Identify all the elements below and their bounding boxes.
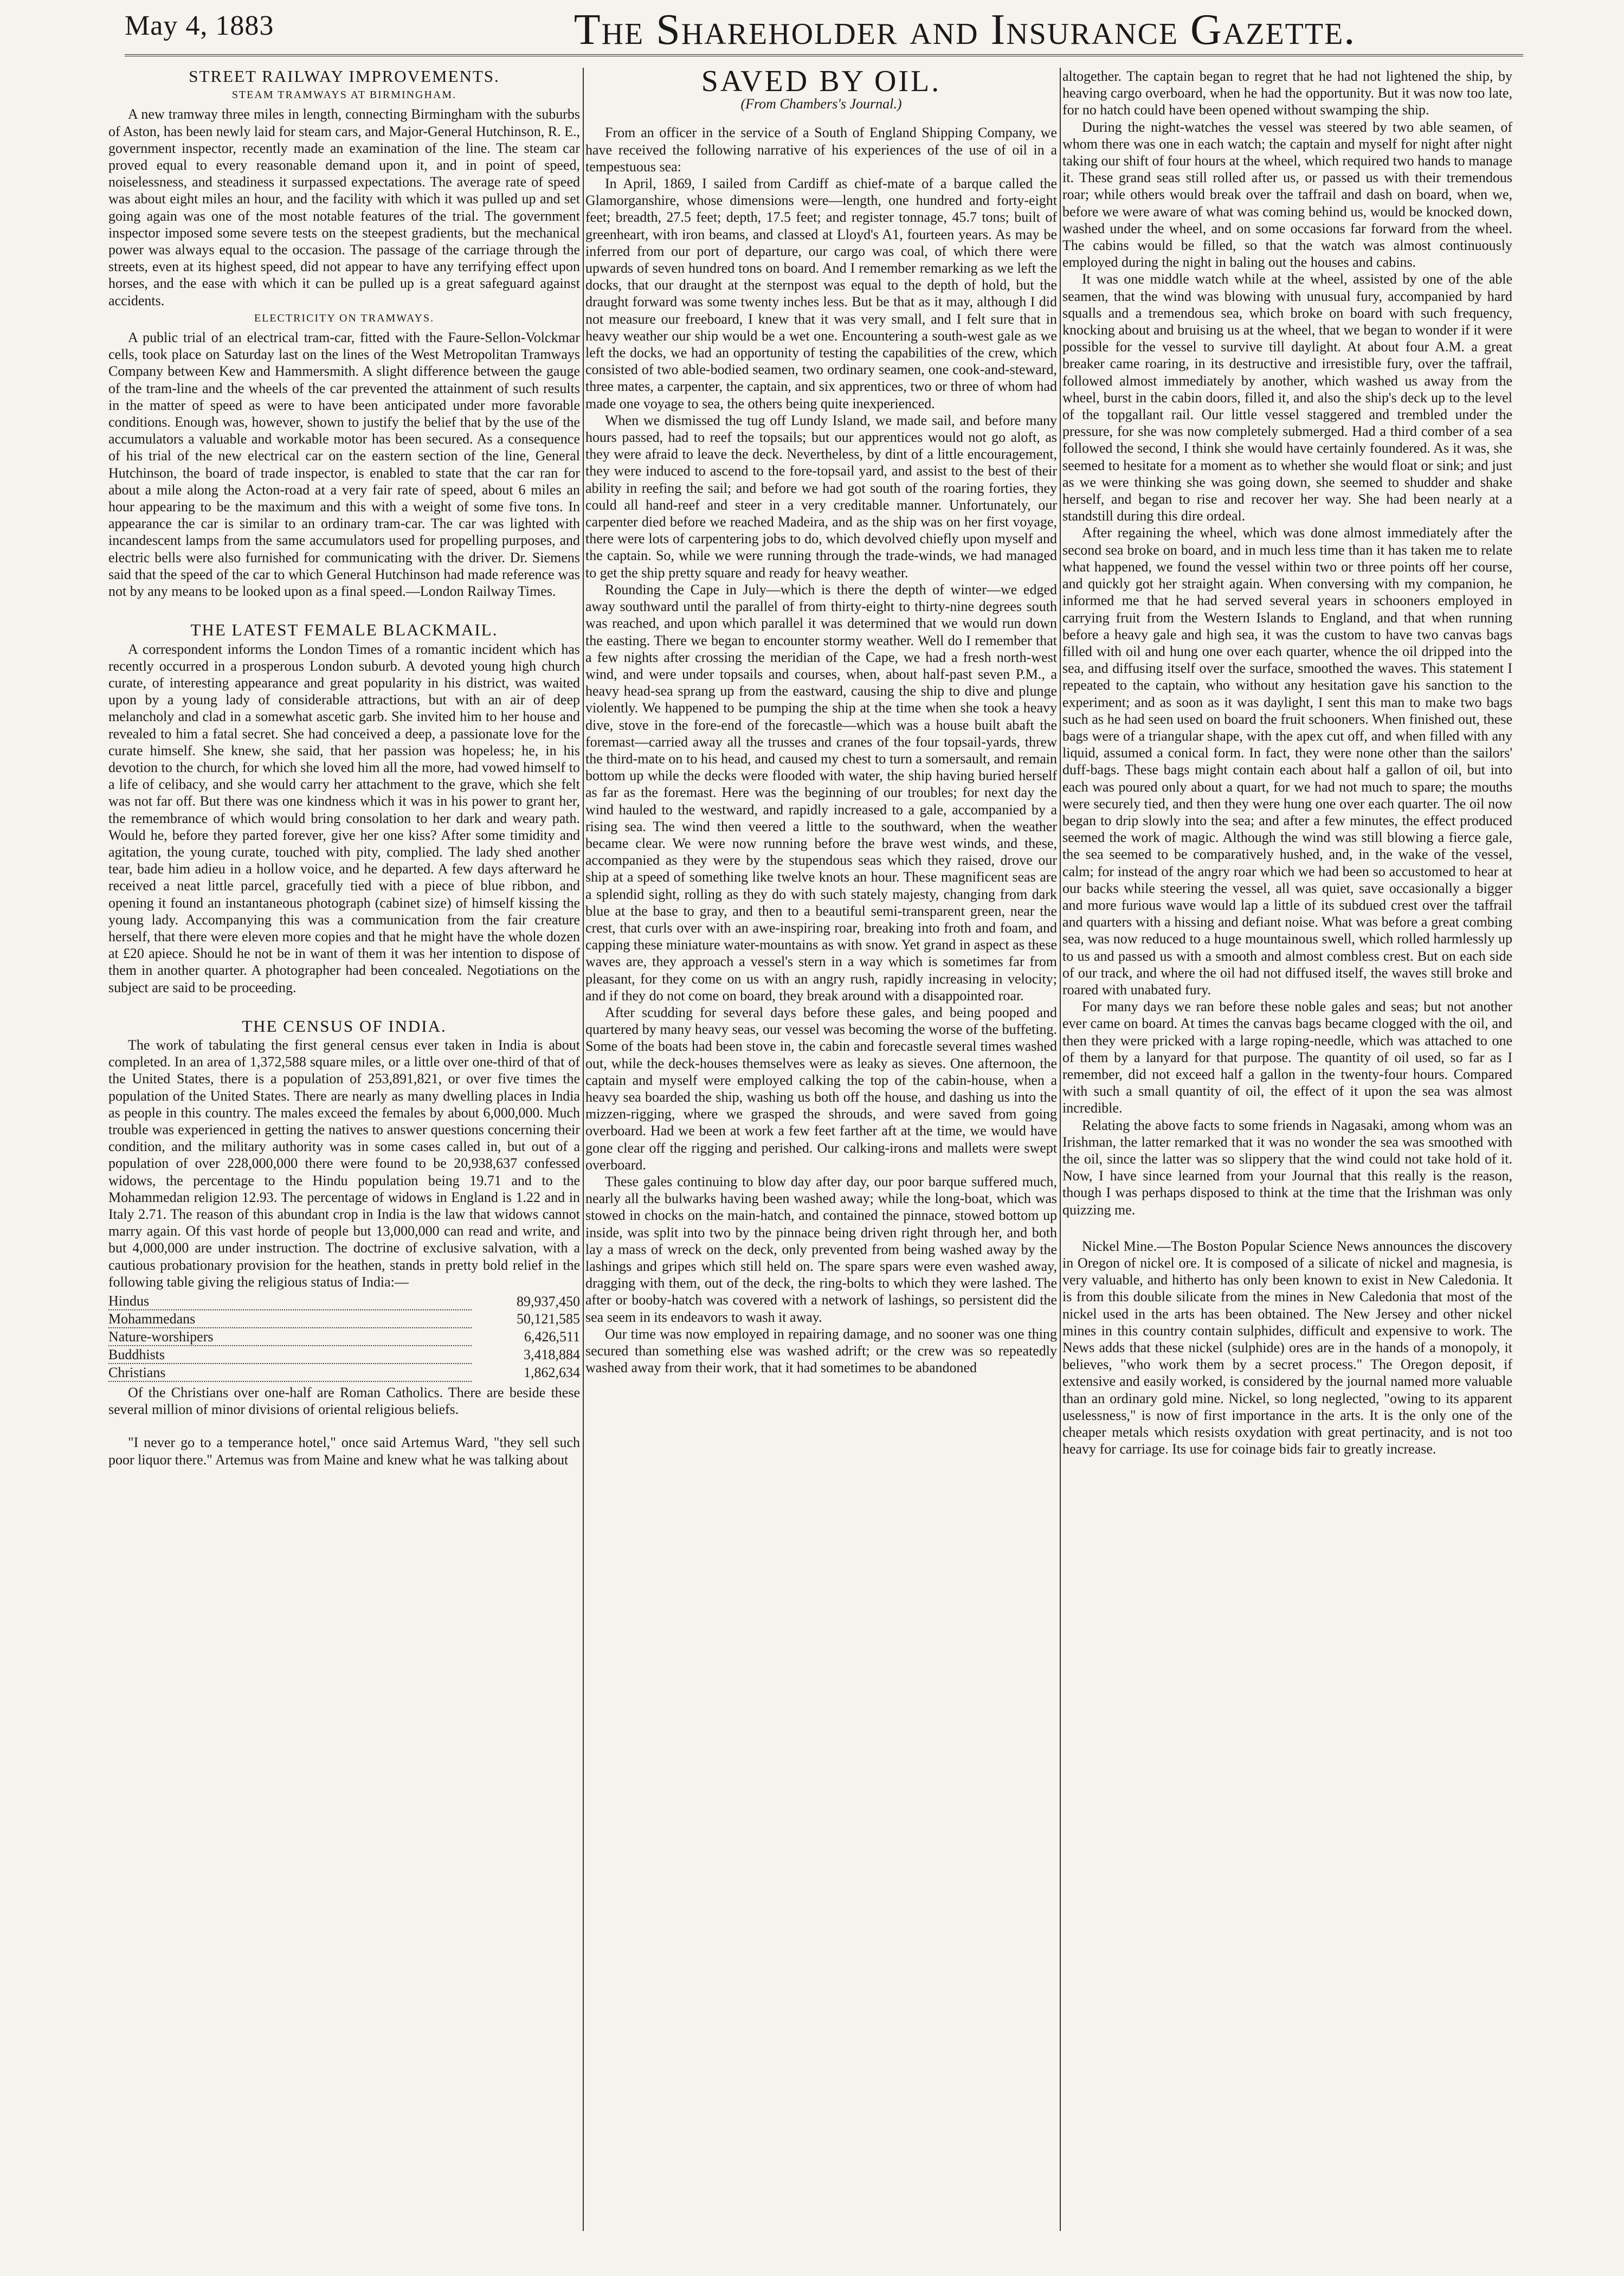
issue-date: May 4, 1883 xyxy=(125,10,274,41)
column-left xyxy=(108,68,580,2236)
religion-table xyxy=(108,1293,580,1382)
article-paragraph: After scudding for several days before these gales, and being pooped and quartered by many heavy seas, our vessel was becoming the worse of the buffeting. Some of the boats had been stove in, the cabin and forecastle several times washed out, while the deck-houses themselves were as leaky as sieves. One afternoon, the captain and myself were employed calking the top of the cabin-house, when a heavy sea boarded the ship, washing us both off the house, and dashing us into the mizzen-rigging, where we grasped the shrouds, and were saved from going overboard. Had we been at work a few feet farther aft at the time, we would have gone clear off the rigging and perished. Our calking-irons and mallets were swept overboard. xyxy=(585,1004,1057,1173)
article-paragraph-nickel: Nickel Mine.—The Boston Popular Science News announces the discovery in Oregon of nickel ore. It is composed of a silicate of nickel and magnesia, is very valuable, and hitherto has only been known to exist in New Caledonia. It is from this double silicate from the mines in New Caledonia that most of the nickel used in the arts has been obtained. The New Jersey and other nickel mines in this country contain sulphides, difficult and expensive to work. The News adds that these nickel (sulphide) ores are in the hands of a monopoly, it believes, "who work them by a secret process." The Oregon deposit, if extensive and easily worked, is considered by the journal named more valuable than an ordinary gold mine. Nickel, so long neglected, "owing to its apparent uselessness," is now of first importance in the arts. It is the only one of the cheaper metals which resists oxydation with great pertinacity, and is not too heavy for carriage. Its use for coinage bids fair to greatly increase. xyxy=(1062,1238,1512,1457)
article-heading-saved-by-oil: SAVED BY OIL. xyxy=(701,68,942,98)
column-right xyxy=(1062,68,1512,2236)
article-paragraph: It was one middle watch while at the wheel, assisted by one of the able seamen, that the wind was blowing with unusual fury, accompanied by hard squalls and a tremendous sea, which broke on board with such frequency, knocking about and bruising us at the wheel, that we began to wonder if it were possible for the vessel to survive till daylight. At about four A.M. a great breaker came roaring, in its destructive and irresistible fury, over the taffrail, followed almost immediately by another, which washed us away from the wheel, burst in the cabin doors, filled it, and also the ship's deck up to the level of the topgallant rail. Our little vessel staggered and trembled under the pressure, for she was now completely submerged. Had a third comber of a sea followed the second, I think she would have certainly foundered. As it was, she seemed to hesitate for a moment as to whether she would float or sink; and just as we were thinking she was going down, she seemed to shudder and shake herself, and began to rise and recover her way. She had been nearly at a standstill during this dire ordeal. xyxy=(1062,271,1512,524)
column-center xyxy=(585,68,1057,2236)
article-heading-blackmail: THE LATEST FEMALE BLACKMAIL. xyxy=(190,620,498,640)
table-row xyxy=(108,1328,580,1346)
table-value: 1,862,634 xyxy=(524,1365,580,1381)
table-label: Mohammedans xyxy=(108,1310,472,1328)
table-value: 89,937,450 xyxy=(517,1293,580,1309)
masthead xyxy=(125,5,1523,56)
table-label: Buddhists xyxy=(108,1346,472,1364)
table-row xyxy=(108,1364,580,1381)
table-label: Christians xyxy=(108,1364,472,1381)
table-value: 6,426,511 xyxy=(524,1329,580,1345)
article-paragraph: A new tramway three miles in length, connecting Birmingham with the suburbs of Aston, has been newly laid for steam cars, and Major-General Hutchinson, R. E., government inspector, recently made an examination of the line. The steam car proved equal to every reasonable demand upon it, and in point of speed, noiselessness, and steadiness it surpassed expectations. The average rate of speed was about eight miles an hour, and the facility with which it was pulled up and set going again was one of the most notable features of the trial. The government inspector imposed some severe tests on the steepest gradients, but the mechanical power was always equal to the occasion. The passage of the carriage through the streets, even at its highest speed, did not appear to have any terrifying effect upon horses, and the ease with which it can be pulled up is a great safeguard against accidents. xyxy=(108,106,580,308)
article-paragraph: altogether. The captain began to regret that he had not lightened the ship, by heaving cargo overboard, when he had the opportunity. But it was now too late, for no hatch could have been opened without swamping the ship. xyxy=(1062,68,1512,118)
article-paragraph-ward: "I never go to a temperance hotel," once said Artemus Ward, "they sell such poor liquor there." Artemus was from Maine and knew what he was talking about xyxy=(108,1435,580,1468)
table-row xyxy=(108,1346,580,1364)
article-source: (From Chambers's Journal.) xyxy=(740,96,902,112)
table-row xyxy=(108,1293,580,1310)
article-paragraph: After regaining the wheel, which was done almost immediately after the second sea broke on board, and in much less time than it has taken me to relate what happened, we found the vessel within two or three points off her course, and quickly got her straight again. When conversing with my companion, he informed me that he had served several years in schooners employed in carrying fruit from the Western Islands to England, and that when running before a heavy gale and high sea, it was the custom to have two canvas bags filled with oil and hung one over each quarter, whence the oil dripped into the sea, and diffusing itself over the surface, smoothed the waves. This statement I repeated to the captain, who without any hesitation gave his sanction to the experiment; and as soon as it was daylight, I sent this man to make two bags such as he had seen used on board the fruit schooners. When finished out, these bags were of a triangular shape, with the apex cut off, and when filled with any liquid, assumed a conical form. In fact, they were none other than the sailors' duff-bags. These bags might contain each about half a gallon of oil, but into each was poured only about a quart, for we had not much to spare; the mouths were securely tied, and then they were hung one over each quarter. The oil now began to drip slowly into the sea; and after a few minutes, the effect produced seemed the work of magic. Although the wind was still blowing a fierce gale, the sea seemed to be comparatively hushed, and, in the wake of the vessel, calm; for instead of the angry roar which we had been so accustomed to hear at our backs while steering the vessel, all was quiet, save occasionally a bigger and more furious wave would lap a little of its subdued crest over the taffrail and quarters with a hissing and defiant noise. What was before a great combing sea, was now reduced to a huge mountainous swell, which rolled harmlessly up to us and passed us with a smooth and almost combless crest. But on each side of our track, and where the oil had not diffused itself, the waves still broke and roared with unabated fury. xyxy=(1062,525,1512,998)
article-paragraph: From an officer in the service of a South of England Shipping Company, we have received the following narrative of his experiences of the use of oil in a tempestuous sea: xyxy=(585,125,1057,175)
table-row xyxy=(108,1310,580,1328)
article-paragraph: Of the Christians over one-half are Roman Catholics. There are beside these several million of minor divisions of oriental religious beliefs. xyxy=(108,1385,580,1418)
table-value: 3,418,884 xyxy=(524,1347,580,1363)
article-heading-census: THE CENSUS OF INDIA. xyxy=(242,1016,447,1036)
paper-title: The Shareholder and Insurance Gazette. xyxy=(573,6,1356,54)
article-paragraph: In April, 1869, I sailed from Cardiff as chief-mate of a barque called the Glamorganshire, whose dimensions were—length, one hundred and forty-eight feet; breadth, 27.5 feet; depth, 17.5 feet; and register tonnage, 45.7 tons; built of greenheart, with iron beams, and classed at Lloyd's A1, fourteen years. As may be inferred from our port of departure, our cargo was coal, of which there were upwards of seven hundred tons on board. And I remember remarking as we left the docks, that our draught at the sternpost was equal to the depth of hold, but the draught forward was some twenty inches less. But be that as it may, although I did not measure our freeboard, I knew that it was very small, and I felt sure that in heavy weather our ship would be a wet one. Encountering a south-west gale as we left the docks, we had an opportunity of testing the capabilities of the crew, which consisted of two able-bodied seamen, two ordinary seamen, one cook-and-steward, three mates, a carpenter, the captain, and six apprentices, two or three of whom had made one voyage to sea, the others being quite inexperienced. xyxy=(585,176,1057,412)
article-heading-railway: STREET RAILWAY IMPROVEMENTS. xyxy=(189,68,500,86)
article-paragraph: Relating the above facts to some friends in Nagasaki, among whom was an Irishman, the latter remarked that it was no wonder the sea was smoothed with the oil, since the latter was so slippery that the wind could not take hold of it. Now, I have since learned from your Journal that this really is the reason, though I was perhaps disposed to think at the time that the Irishman was only quizzing me. xyxy=(1062,1117,1512,1218)
column-rule xyxy=(583,68,584,2231)
subheading-electricity: ELECTRICITY ON TRAMWAYS. xyxy=(254,312,435,324)
article-paragraph: Our time was now employed in repairing damage, and no sooner was one thing secured than something else was washed adrift; or the crew was so repeatedly washed away from their work, that it had sometimes to be abandoned xyxy=(585,1326,1057,1376)
article-paragraph: These gales continuing to blow day after day, our poor barque suffered much, nearly all the bulwarks having been washed away; while the long-boat, which was stowed in chocks on the main-hatch, and contained the pinnace, stowed bottom up inside, was split into two by the pinnace being driven right through her, and both lay a mass of wreck on the deck, only prevented from being washed away by the lashings and gripes which still held on. The spare spars were even washed away, dragging with them, out of the deck, the ring-bolts to which they were lashed. The after or booby-hatch was covered with a network of lashings, so persistent did the sea seem in its endeavors to wash it away. xyxy=(585,1174,1057,1325)
article-paragraph: A correspondent informs the London Times of a romantic incident which has recently occurred in a prosperous London suburb. A devoted young high church curate, of interesting appearance and great popularity in his district, was waited upon by a young lady of considerable attractions, but with an air of deep melancholy and clad in a somewhat ascetic garb. She invited him to her house and revealed to him a fatal secret. She had conceived a deep, a passionate love for the curate himself. She knew, she said, that her passion was hopeless; he, in his devotion to the church, for which she loved him all the more, had vowed himself to a life of celibacy, and she would carry her attachment to the grave, which she felt was not far off. But there was one kindness which it was in his power to grant her, the remembrance of which would bring consolation to her dark and weary path. Would he, before they parted forever, give her one kiss? After some timidity and agitation, the young curate, touched with pity, complied. The lady shed another tear, bade him adieu in a hollow voice, and he departed. A few days afterward he received a neat little parcel, gracefully tied with a piece of blue ribbon, and opening it found an instantaneous photograph (cabinet size) of himself kissing the young lady. Accompanying this was a communication from the fair creature herself, that there were eleven more copies and that he might have the whole dozen at £20 apiece. Should he not be in want of them it was her intention to dispose of them in another quarter. A photographer had been concealed. Negotiations on the subject are said to be proceeding. xyxy=(108,641,580,995)
table-value: 50,121,585 xyxy=(517,1311,580,1327)
article-paragraph: For many days we ran before these noble gales and seas; but not another ever came on board. At times the canvas bags became clogged with the oil, and then they were pricked with a large roping-needle, which was attached to one of them by a lanyard for that purpose. The quantity of oil used, so far as I remember, did not exceed half a gallon in the twenty-four hours. Compared with such a small quantity of oil, the effect of it upon the sea was almost incredible. xyxy=(1062,999,1512,1116)
article-paragraph: Rounding the Cape in July—which is there the depth of winter—we edged away southward until the parallel of from thirty-eight to thirty-nine degrees south was reached, and upon which parallel it was determined that we would run down the easting. There we began to encounter stormy weather. Well do I remember that a few nights after crossing the meridian of the Cape, we had a fresh north-west wind, and were under topsails and courses, when, about half-past seven P.M., a heavy head-sea sprang up from the eastward, causing the ship to dive and plunge violently. We happened to be pumping the ship at the time when she took a heavy dive, stove in the fore-end of the forecastle—which was a house built abaft the foremast—carried away all the trusses and cranes of the four topsail-yards, threw the third-mate on to his head, and caused my chest to turn a somersault, and remain bottom up while the decks were flooded with water, the ship having buried herself as far as the foremast. Here was the beginning of our troubles; for next day the wind hauled to the westward, and rapidly increased to a gale, accompanied by a rising sea. The wind then veered a little to the southward, when the weather became clear. We were now running before the brave west winds, and these, accompanied as they were by the stupendous seas which they raised, drove our ship at a speed of something like twelve knots an hour. These magnificent seas are a splendid sight, rolling as they do with such stately majesty, changing from dark blue at the base to gray, and then to a beautiful semi-transparent green, near the crest, that curls over with an awe-inspiring roar, breaking into froth and foam, and capping these miniature water-mountains as with snow. Yet grand in aspect as these waves are, they approach a vessel's stern in a way which is sometimes far from pleasant, for they come on us with an angry rush, rapidly increasing in velocity; and if they do not come on board, they break around with a disappointed roar. xyxy=(585,581,1057,1004)
article-paragraph: During the night-watches the vessel was steered by two able seamen, of whom there was one in each watch; the captain and myself for night after night taking our shift of four hours at the wheel, which required two hands to manage it. These grand seas still rolled after us, or passed us with their tremendous roar; while others would break over the taffrail and dash on board, when we, before we were aware of what was coming behind us, would be knocked down, washed under the wheel, and on some occasions far forward from the wheel. The cabins would be filled, so that the watch was almost continuously employed during the night in baling out the houses and cabins. xyxy=(1062,119,1512,271)
column-rule xyxy=(1060,68,1061,2231)
table-label: Nature-worshipers xyxy=(108,1328,472,1346)
subheading-steam: STEAM TRAMWAYS AT BIRMINGHAM. xyxy=(231,89,457,101)
article-paragraph: The work of tabulating the first general census ever taken in India is about completed. In an area of 1,372,588 square miles, or a little over one-third of that of the United States, there is a population of 253,891,821, or over five times the population of the United States. There are nearly as many dwelling places in India as people in this country. The males exceed the females by about 6,000,000. Much trouble was experienced in getting the natives to answer questions concerning their condition, and the military authority was in some cases called in, but out of a population of over 228,000,000 there were found to be 20,938,637 confessed widows, the percentage to the Hindu population being 19.71 and to the Mohammedan religion 12.93. The percentage of widows in England is 1.22 and in Italy 2.71. The reason of this abundant crop in India is the law that widows cannot marry again. Of this vast horde of people but 13,000,000 can read and write, and but 4,000,000 are under instruction. The doctrine of exclusive salvation, with a cautious probationary provision for the heathen, stands in pretty bold relief in the following table giving the religious status of India:— xyxy=(108,1037,580,1290)
table-label: Hindus xyxy=(108,1293,472,1310)
article-paragraph: A public trial of an electrical tram-car, fitted with the Faure-Sellon-Volckmar cells, took place on Saturday last on the lines of the West Metropolitan Tramways Company between Kew and Hammersmith. A slight difference between the gauge of the tram-line and the wheels of the car prevented the attainment of such results in the matter of speed as were to have been anticipated under more favorable conditions. Enough was, however, shown to justify the belief that by the use of the accumulators a valuable and workable motor has been secured. As a consequence of his trial of the new electrical car on the eastern section of the line, General Hutchinson, the board of trade inspector, is enabled to state that the car ran for about a mile along the Acton-road at a very fair rate of speed, about 6 miles an hour appearing to be the maximum and this with a weight of some five tons. In appearance the car is similar to an ordinary tram-car. The car was lighted with incandescent lamps from the same accumulators used for propelling purposes, and electric bells were also furnished for communicating with the driver. Dr. Siemens said that the speed of the car to which General Hutchinson had made reference was not by any means to be looked upon as a final speed.—London Railway Times. xyxy=(108,330,580,600)
article-paragraph: When we dismissed the tug off Lundy Island, we made sail, and before many hours passed, had to reef the topsails; but our apprentices would not go aloft, as they were afraid to leave the deck. Nevertheless, by dint of a little encouragement, they were induced to ascend to the fore-topsail yard, and assist to the best of their ability in reefing the sail; and before we had got south of the roaring forties, they could all hand-reef and steer in a very creditable manner. Unfortunately, our carpenter died before we reached Madeira, and as the ship was on her first voyage, there were lots of carpentering jobs to do, which devolved chiefly upon myself and the captain. So, while we were running through the trade-winds, we had managed to get the ship pretty square and ready for heavy weather. xyxy=(585,412,1057,581)
